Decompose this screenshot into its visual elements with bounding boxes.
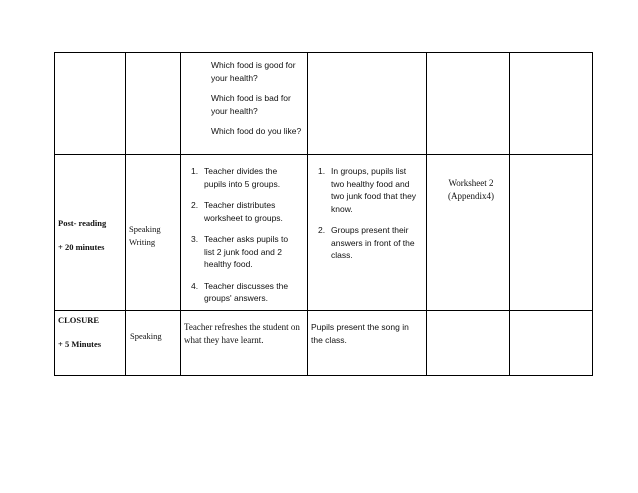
pupil-activity-cell	[308, 311, 427, 376]
list-text: Groups present their answers in front of the class.	[331, 225, 415, 260]
table-row	[55, 155, 593, 311]
stage-cell	[55, 155, 126, 311]
list-item	[181, 233, 299, 271]
material-cell-empty	[427, 311, 510, 376]
skills-cell	[126, 155, 181, 311]
teacher-activity-cell	[181, 53, 308, 155]
list-item	[181, 199, 299, 224]
pupil-activity-cell-empty	[308, 53, 427, 155]
question-text: Which food do you like?	[211, 126, 302, 136]
stage-cell-empty	[55, 53, 126, 155]
list-number: 1.	[191, 166, 199, 176]
list-item	[181, 165, 299, 190]
list-item	[308, 224, 420, 262]
material-text: Worksheet 2 (Appendix4)	[448, 178, 494, 201]
list-number: 1.	[318, 166, 326, 176]
skills-text: Speaking Writing	[129, 224, 161, 247]
list-item	[181, 280, 299, 305]
stage-time: + 5 Minutes	[58, 339, 102, 349]
lesson-plan-table	[54, 52, 593, 376]
teacher-steps-list	[181, 165, 307, 305]
question-text: Which food is bad for your health?	[211, 93, 291, 116]
material-cell	[427, 155, 510, 311]
list-number: 2.	[191, 200, 199, 210]
teacher-activity-text: Teacher refreshes the student on what they have learnt.	[184, 322, 300, 345]
list-number: 2.	[318, 225, 326, 235]
teacher-activity-cell	[181, 155, 308, 311]
stage-name: Post- reading	[58, 218, 107, 228]
pupil-activity-cell	[308, 155, 427, 311]
notes-cell-empty	[510, 155, 593, 311]
table-row	[55, 311, 593, 376]
teacher-activity-cell	[181, 311, 308, 376]
stage-cell	[55, 311, 126, 376]
pupil-steps-list	[308, 165, 426, 262]
table-row	[55, 53, 593, 155]
list-text: Teacher divides the pupils into 5 groups.	[204, 166, 281, 189]
material-cell-empty	[427, 53, 510, 155]
list-number: 4.	[191, 280, 199, 291]
stage-name: CLOSURE	[58, 315, 100, 325]
question-text: Which food is good for your health?	[211, 60, 296, 83]
list-number: 3.	[191, 234, 199, 244]
list-item	[308, 165, 420, 215]
list-text: Teacher discusses the groups' answers.	[204, 280, 289, 303]
skills-text: Speaking	[130, 331, 162, 341]
notes-cell-empty	[510, 311, 593, 376]
pupil-activity-text: Pupils present the song in the class.	[311, 322, 409, 345]
list-text: Teacher distributes worksheet to groups.	[204, 200, 283, 223]
list-text: Teacher asks pupils to list 2 junk food and 2 healthy food.	[204, 234, 289, 269]
skills-cell-empty	[126, 53, 181, 155]
skills-cell	[126, 311, 181, 376]
stage-time: + 20 minutes	[58, 242, 105, 252]
notes-cell-empty	[510, 53, 593, 155]
list-text: In groups, pupils list two healthy food and two junk food that they know.	[331, 166, 417, 214]
